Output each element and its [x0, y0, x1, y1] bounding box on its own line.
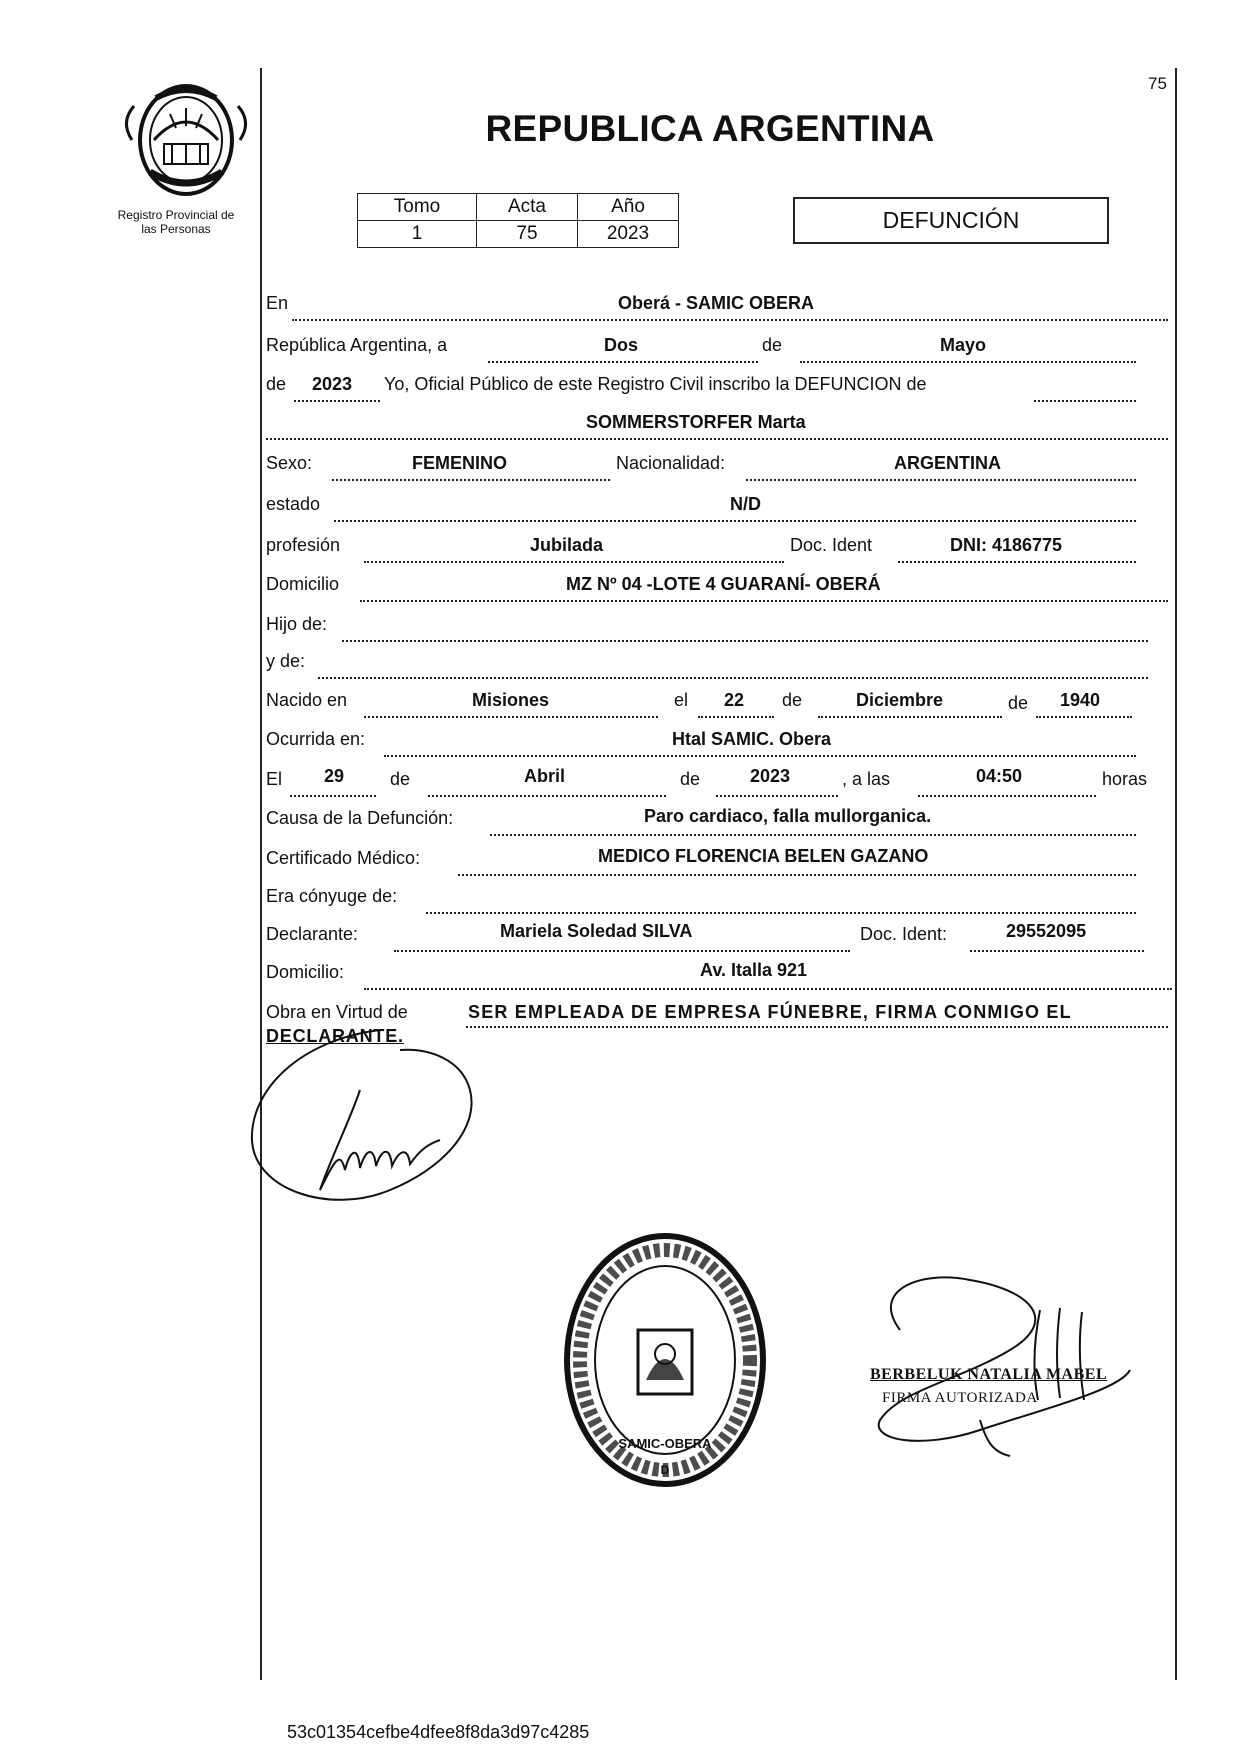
- def-anio-dotted-line: [716, 795, 838, 797]
- estado-label: estado: [266, 494, 321, 514]
- dia-dotted-line: [488, 361, 758, 363]
- doc-ident2-label: Doc. Ident:: [860, 924, 948, 944]
- acta-table-value-row: [358, 221, 679, 248]
- acta-header-anio: Año: [578, 194, 679, 221]
- certificado-label: Certificado Médico:: [266, 848, 421, 868]
- hijo-de-dotted-line: [342, 640, 1148, 642]
- nacido-el-label: el: [674, 690, 689, 710]
- obra-value-line2: DECLARANTE.: [266, 1026, 404, 1046]
- sexo-label: Sexo:: [266, 453, 313, 473]
- def-mes-value: Abril: [524, 766, 566, 786]
- declarante-dotted-line: [394, 950, 850, 952]
- hijo-de-label: Hijo de:: [266, 614, 328, 634]
- def-de-label-1: de: [390, 769, 411, 789]
- obra-label: Obra en Virtud de: [266, 1002, 408, 1022]
- registry-name: [96, 208, 256, 236]
- nac-dia-dotted-line: [698, 716, 774, 718]
- profesion-dotted-line: [364, 561, 784, 563]
- authorized-name: BERBELUK NATALIA MABEL: [870, 1366, 1108, 1383]
- declarant-signature: [240, 1020, 500, 1220]
- mes-dotted-line: [800, 361, 1136, 363]
- doc-ident2-dotted-line: [970, 950, 1144, 952]
- domicilio2-dotted-line: [364, 988, 1172, 990]
- nacionalidad-dotted-line: [746, 479, 1136, 481]
- def-hora-value: 04:50: [976, 766, 1023, 786]
- sexo-dotted-line: [332, 479, 610, 481]
- oficial-dotted-line: [1034, 400, 1136, 402]
- conyuge-label: Era cónyuge de:: [266, 886, 398, 906]
- de-label: de: [762, 335, 783, 355]
- causa-label: Causa de la Defunción:: [266, 808, 454, 828]
- anio-value: 2023: [312, 374, 353, 394]
- deceased-name: SOMMERSTORFER Marta: [586, 412, 806, 432]
- en-dotted-line: [292, 319, 1168, 321]
- nacionalidad-value: ARGENTINA: [894, 453, 1001, 473]
- nacido-dotted-line: [364, 716, 658, 718]
- record-type-box: DEFUNCIÓN: [793, 197, 1109, 244]
- left-margin-rule: [260, 68, 262, 1680]
- profesion-value: Jubilada: [530, 535, 604, 555]
- def-de-label-2: de: [680, 769, 701, 789]
- nac-dia-value: 22: [724, 690, 745, 710]
- obra-value-line1: SER EMPLEADA DE EMPRESA FÚNEBRE, FIRMA CONMIGO EL: [468, 1002, 1072, 1022]
- ocurrida-dotted-line: [384, 755, 1136, 757]
- nac-anio-dotted-line: [1036, 716, 1132, 718]
- authorized-signature: [860, 1270, 1140, 1460]
- doc-ident2-value: 29552095: [1006, 921, 1087, 941]
- oficial-text: Yo, Oficial Público de este Registro Civil inscribo la DEFUNCION de: [384, 374, 927, 394]
- ocurrida-value: Htal SAMIC. Obera: [672, 729, 832, 749]
- doc-ident-label: Doc. Ident: [790, 535, 873, 555]
- y-de-label: y de:: [266, 651, 306, 671]
- acta-header-acta: Acta: [477, 194, 578, 221]
- declarante-label: Declarante:: [266, 924, 359, 944]
- anio-dotted-line: [294, 400, 380, 402]
- certificado-dotted-line: [458, 874, 1136, 876]
- def-mes-dotted-line: [428, 795, 666, 797]
- page-number: 75: [1148, 74, 1167, 93]
- nacido-value: Misiones: [472, 690, 550, 710]
- domicilio-dotted-line: [360, 600, 1168, 602]
- nacido-de-label-2: de: [1008, 693, 1029, 713]
- en-value: Oberá - SAMIC OBERA: [618, 293, 815, 313]
- causa-value: Paro cardiaco, falla mullorganica.: [644, 806, 932, 826]
- official-stamp: [560, 1230, 770, 1490]
- domicilio2-label: Domicilio:: [266, 962, 345, 982]
- domicilio2-value: Av. Italla 921: [700, 960, 808, 980]
- document-hash: 53c01354cefbe4dfee8f8da3d97c4285: [287, 1722, 590, 1742]
- dia-value: Dos: [604, 335, 639, 355]
- nacido-label: Nacido en: [266, 690, 348, 710]
- registry-line-2: las Personas: [141, 222, 211, 236]
- domicilio-value: MZ Nº 04 -LOTE 4 GUARANÍ- OBERÁ: [566, 574, 881, 594]
- el-label: El: [266, 769, 283, 789]
- nacido-de-label-1: de: [782, 690, 803, 710]
- doc-ident-value: DNI: 4186775: [950, 535, 1063, 555]
- svg-text:SAMIC-OBERA: SAMIC-OBERA: [618, 1436, 712, 1451]
- estado-value: N/D: [730, 494, 761, 514]
- document-title: REPUBLICA ARGENTINA: [485, 108, 935, 149]
- certificado-value: MEDICO FLORENCIA BELEN GAZANO: [598, 846, 929, 866]
- acta-value-tomo: 1: [358, 221, 477, 248]
- nac-mes-value: Diciembre: [856, 690, 944, 710]
- obra-dotted-line: [466, 1026, 1168, 1028]
- horas-label: horas: [1102, 769, 1148, 789]
- a-las-label: , a las: [842, 769, 891, 789]
- en-label: En: [266, 293, 289, 313]
- def-hora-dotted-line: [918, 795, 1096, 797]
- ocurrida-label: Ocurrida en:: [266, 729, 366, 749]
- domicilio-label: Domicilio: [266, 574, 340, 594]
- acta-header-tomo: Tomo: [358, 194, 477, 221]
- nacionalidad-label: Nacionalidad:: [616, 453, 726, 473]
- causa-dotted-line: [490, 834, 1136, 836]
- conyuge-dotted-line: [426, 912, 1136, 914]
- de-year-label: de: [266, 374, 287, 394]
- def-dia-dotted-line: [290, 795, 376, 797]
- declarante-value: Mariela Soledad SILVA: [500, 921, 693, 941]
- acta-table: [357, 193, 679, 248]
- def-dia-value: 29: [324, 766, 345, 786]
- mes-value: Mayo: [940, 335, 987, 355]
- nac-mes-dotted-line: [818, 716, 1002, 718]
- name-dotted-line: [266, 438, 1168, 440]
- sexo-value: FEMENINO: [412, 453, 508, 473]
- y-de-dotted-line: [318, 677, 1148, 679]
- right-margin-rule: [1175, 68, 1177, 1680]
- registry-line-1: Registro Provincial de: [117, 208, 235, 222]
- estado-dotted-line: [334, 520, 1136, 522]
- svg-text:D: D: [660, 1463, 670, 1477]
- acta-value-anio: 2023: [578, 221, 679, 248]
- provincial-seal-icon: [120, 82, 252, 198]
- authorized-label: FIRMA AUTORIZADA: [882, 1390, 1038, 1406]
- nac-anio-value: 1940: [1060, 690, 1101, 710]
- acta-value-acta: 75: [477, 221, 578, 248]
- profesion-label: profesión: [266, 535, 341, 555]
- def-anio-value: 2023: [750, 766, 791, 786]
- republica-label: República Argentina, a: [266, 335, 448, 355]
- doc-ident-dotted-line: [898, 561, 1136, 563]
- acta-table-header-row: [358, 194, 679, 221]
